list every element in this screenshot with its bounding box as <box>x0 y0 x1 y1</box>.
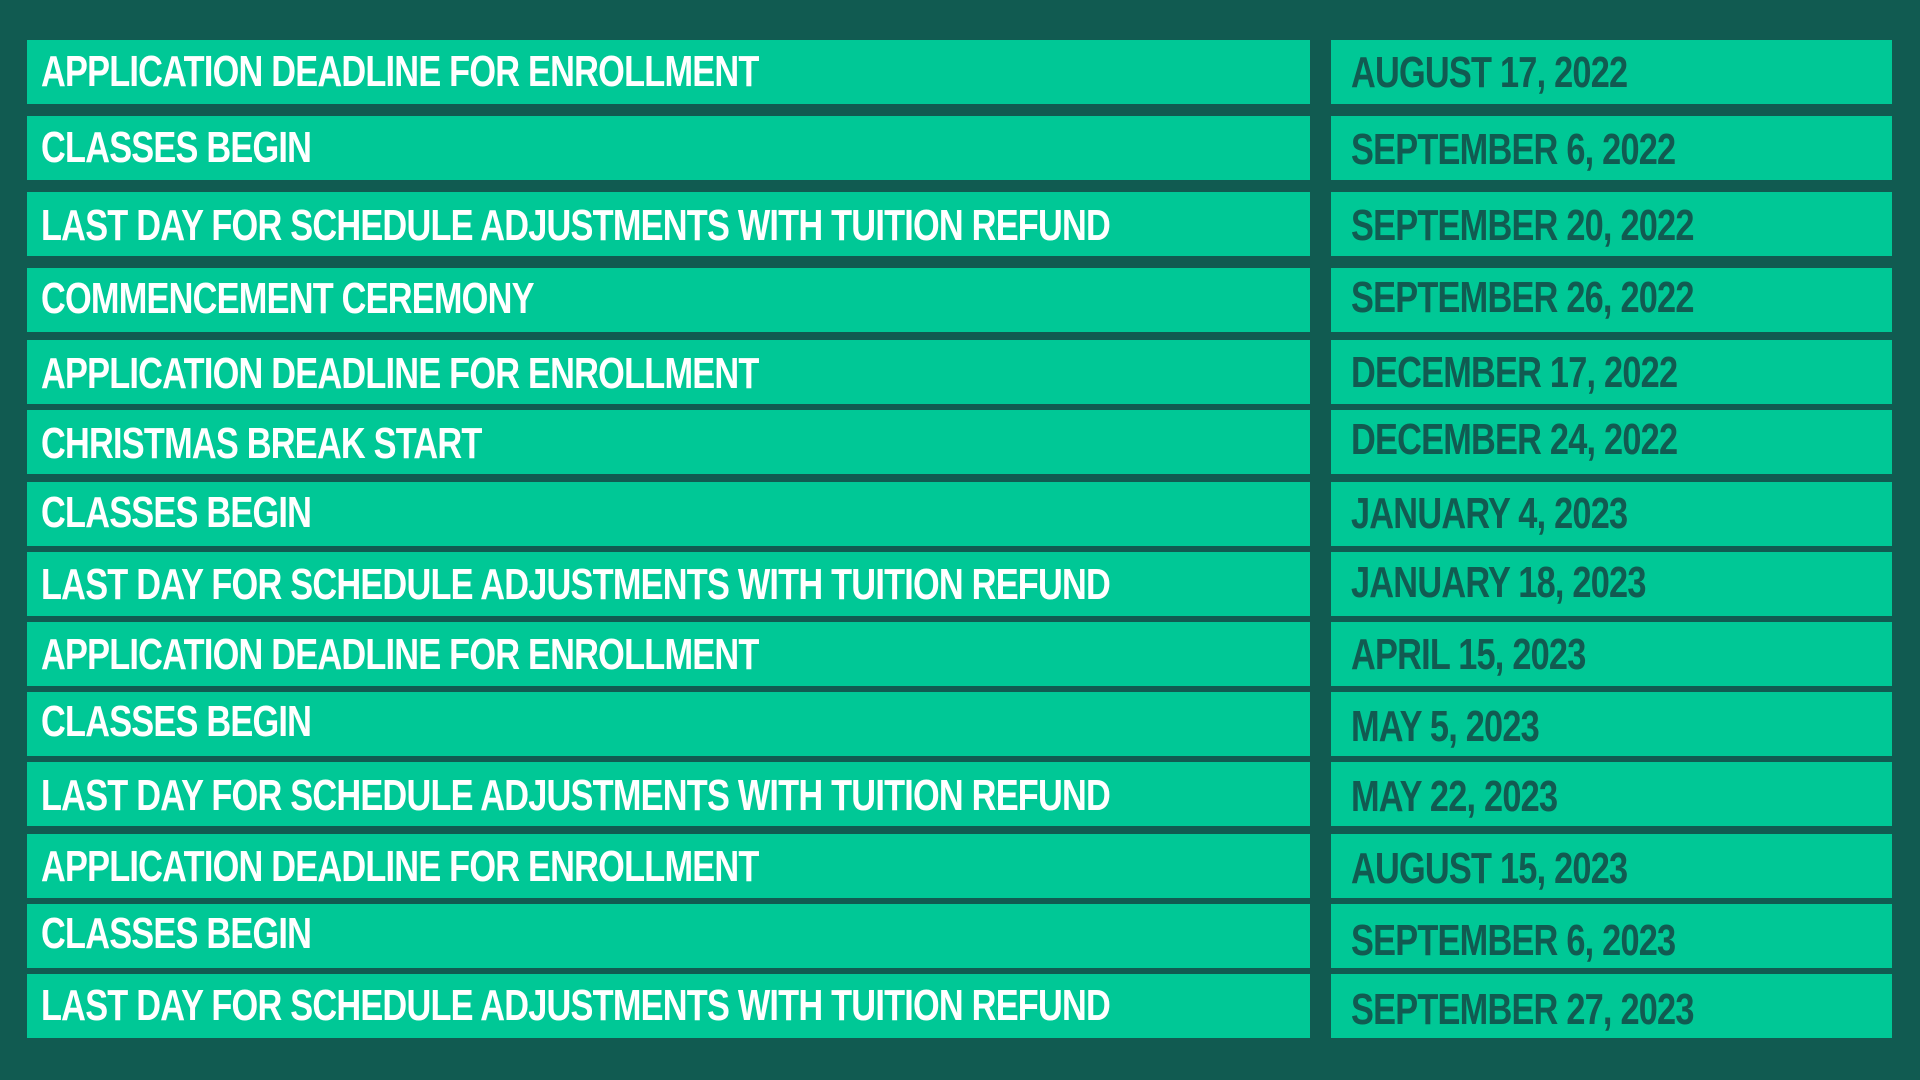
date-label: AUGUST 17, 2022 <box>1351 48 1628 97</box>
date-cell <box>1331 116 1892 180</box>
date-label: JANUARY 4, 2023 <box>1351 489 1628 538</box>
event-cell <box>27 552 1310 616</box>
event-cell <box>27 340 1310 404</box>
event-label: APPLICATION DEADLINE FOR ENROLLMENT <box>41 349 759 398</box>
date-cell <box>1331 622 1892 686</box>
event-cell <box>27 482 1310 546</box>
event-cell <box>27 40 1310 104</box>
date-label: JANUARY 18, 2023 <box>1351 558 1646 607</box>
date-cell <box>1331 692 1892 756</box>
event-cell <box>27 974 1310 1038</box>
date-label: SEPTEMBER 27, 2023 <box>1351 985 1694 1034</box>
event-label: LAST DAY FOR SCHEDULE ADJUSTMENTS WITH TUITION REFUND <box>41 771 1111 820</box>
date-label: DECEMBER 17, 2022 <box>1351 348 1678 397</box>
event-cell <box>27 192 1310 256</box>
event-label: APPLICATION DEADLINE FOR ENROLLMENT <box>41 630 759 679</box>
date-cell <box>1331 552 1892 616</box>
event-label: APPLICATION DEADLINE FOR ENROLLMENT <box>41 842 759 891</box>
date-label: DECEMBER 24, 2022 <box>1351 415 1678 464</box>
event-label: CLASSES BEGIN <box>41 697 312 746</box>
date-label: SEPTEMBER 26, 2022 <box>1351 273 1694 322</box>
date-cell <box>1331 762 1892 826</box>
date-label: MAY 22, 2023 <box>1351 772 1558 821</box>
event-label: CHRISTMAS BREAK START <box>41 419 482 468</box>
date-cell <box>1331 410 1892 474</box>
date-cell <box>1331 974 1892 1038</box>
date-label: SEPTEMBER 20, 2022 <box>1351 201 1694 250</box>
event-label: LAST DAY FOR SCHEDULE ADJUSTMENTS WITH TUITION REFUND <box>41 560 1111 609</box>
event-label: CLASSES BEGIN <box>41 123 312 172</box>
event-cell <box>27 692 1310 756</box>
event-label: APPLICATION DEADLINE FOR ENROLLMENT <box>41 47 759 96</box>
event-label: CLASSES BEGIN <box>41 909 312 958</box>
date-label: APRIL 15, 2023 <box>1351 630 1586 679</box>
event-cell <box>27 410 1310 474</box>
date-label: MAY 5, 2023 <box>1351 702 1539 751</box>
date-cell <box>1331 834 1892 898</box>
date-cell <box>1331 904 1892 968</box>
date-cell <box>1331 40 1892 104</box>
event-cell <box>27 268 1310 332</box>
event-cell <box>27 116 1310 180</box>
event-cell <box>27 834 1310 898</box>
date-label: SEPTEMBER 6, 2023 <box>1351 916 1676 965</box>
date-cell <box>1331 268 1892 332</box>
event-cell <box>27 622 1310 686</box>
date-label: AUGUST 15, 2023 <box>1351 844 1628 893</box>
date-cell <box>1331 192 1892 256</box>
date-label: SEPTEMBER 6, 2022 <box>1351 125 1676 174</box>
event-cell <box>27 762 1310 826</box>
event-label: CLASSES BEGIN <box>41 488 312 537</box>
date-cell <box>1331 482 1892 546</box>
event-label: LAST DAY FOR SCHEDULE ADJUSTMENTS WITH TUITION REFUND <box>41 981 1111 1030</box>
event-cell <box>27 904 1310 968</box>
date-cell <box>1331 340 1892 404</box>
event-label: COMMENCEMENT CEREMONY <box>41 274 534 323</box>
event-label: LAST DAY FOR SCHEDULE ADJUSTMENTS WITH TUITION REFUND <box>41 201 1111 250</box>
